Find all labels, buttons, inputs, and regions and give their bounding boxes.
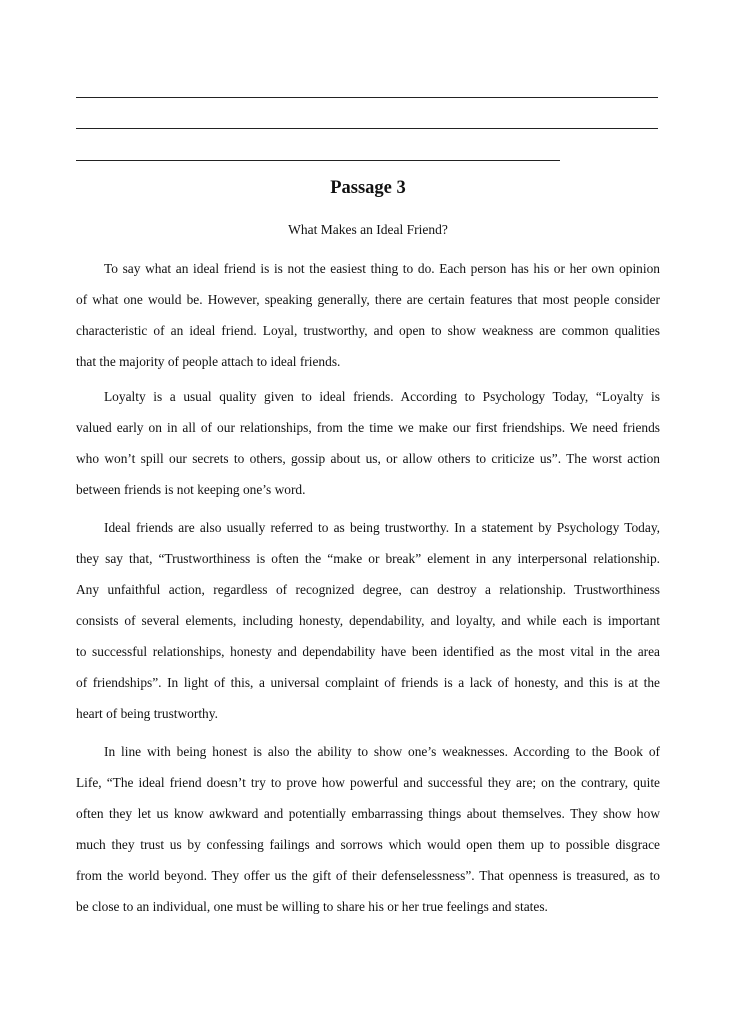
paragraph-line: often they let us know awkward and potentially embarrassing things about themselves. They show how (76, 806, 660, 821)
answer-line-2 (76, 128, 658, 129)
paragraph-line: that the majority of people attach to ideal friends. (76, 354, 341, 369)
paragraph-4 (76, 736, 660, 922)
paragraph-line: Any unfaithful action, regardless of recognized degree, can destroy a relationship. Trustworthiness (76, 582, 660, 597)
paragraph-line: consists of several elements, including honesty, dependability, and loyalty, and while each is important (76, 613, 660, 628)
paragraph-line: Life, “The ideal friend doesn’t try to prove how powerful and successful they are; on the contrary, quite (76, 775, 660, 790)
paragraph-line: be close to an individual, one must be willing to share his or her true feelings and states. (76, 899, 548, 914)
paragraph-line: characteristic of an ideal friend. Loyal, trustworthy, and open to show weakness are common qualities (76, 323, 660, 338)
paragraph-line: from the world beyond. They offer us the gift of their defenselessness”. That openness is treasured, as to (76, 868, 660, 883)
paragraph-line: between friends is not keeping one’s word. (76, 482, 306, 497)
paragraph-1 (76, 253, 660, 377)
paragraph-line: Ideal friends are also usually referred to as being trustworthy. In a statement by Psychology Today, (104, 520, 660, 535)
paragraph-line: To say what an ideal friend is is not the easiest thing to do. Each person has his or her own opinion (104, 261, 660, 276)
paragraph-line: of what one would be. However, speaking generally, there are certain features that most people consider (76, 292, 660, 307)
paragraph-line: valued early on in all of our relationships, from the time we make our first friendships. We need friends (76, 420, 660, 435)
answer-line-3 (76, 160, 560, 161)
paragraph-2 (76, 381, 660, 505)
passage-title: Passage 3 (330, 178, 406, 198)
paragraph-line: Loyalty is a usual quality given to ideal friends. According to Psychology Today, “Loyalty is (104, 389, 660, 404)
paragraph-line: they say that, “Trustworthiness is often the “make or break” element in any interpersonal relationship. (76, 551, 660, 566)
paragraph-line: to successful relationships, honesty and dependability have been identified as the most vital in the area (76, 644, 660, 659)
answer-line-1 (76, 97, 658, 98)
paragraph-3 (76, 512, 660, 729)
paragraph-line: much they trust us by confessing failings and sorrows which would open them up to possible disgrace (76, 837, 660, 852)
paragraph-line: of friendships”. In light of this, a universal complaint of friends is a lack of honesty, and this is at the (76, 675, 660, 690)
paragraph-line: heart of being trustworthy. (76, 706, 218, 721)
paragraph-line: In line with being honest is also the ability to show one’s weaknesses. According to the Book of (104, 744, 660, 759)
paragraph-line: who won’t spill our secrets to others, gossip about us, or allow others to criticize us”. The worst action (76, 451, 660, 466)
passage-subtitle: What Makes an Ideal Friend? (288, 222, 448, 237)
